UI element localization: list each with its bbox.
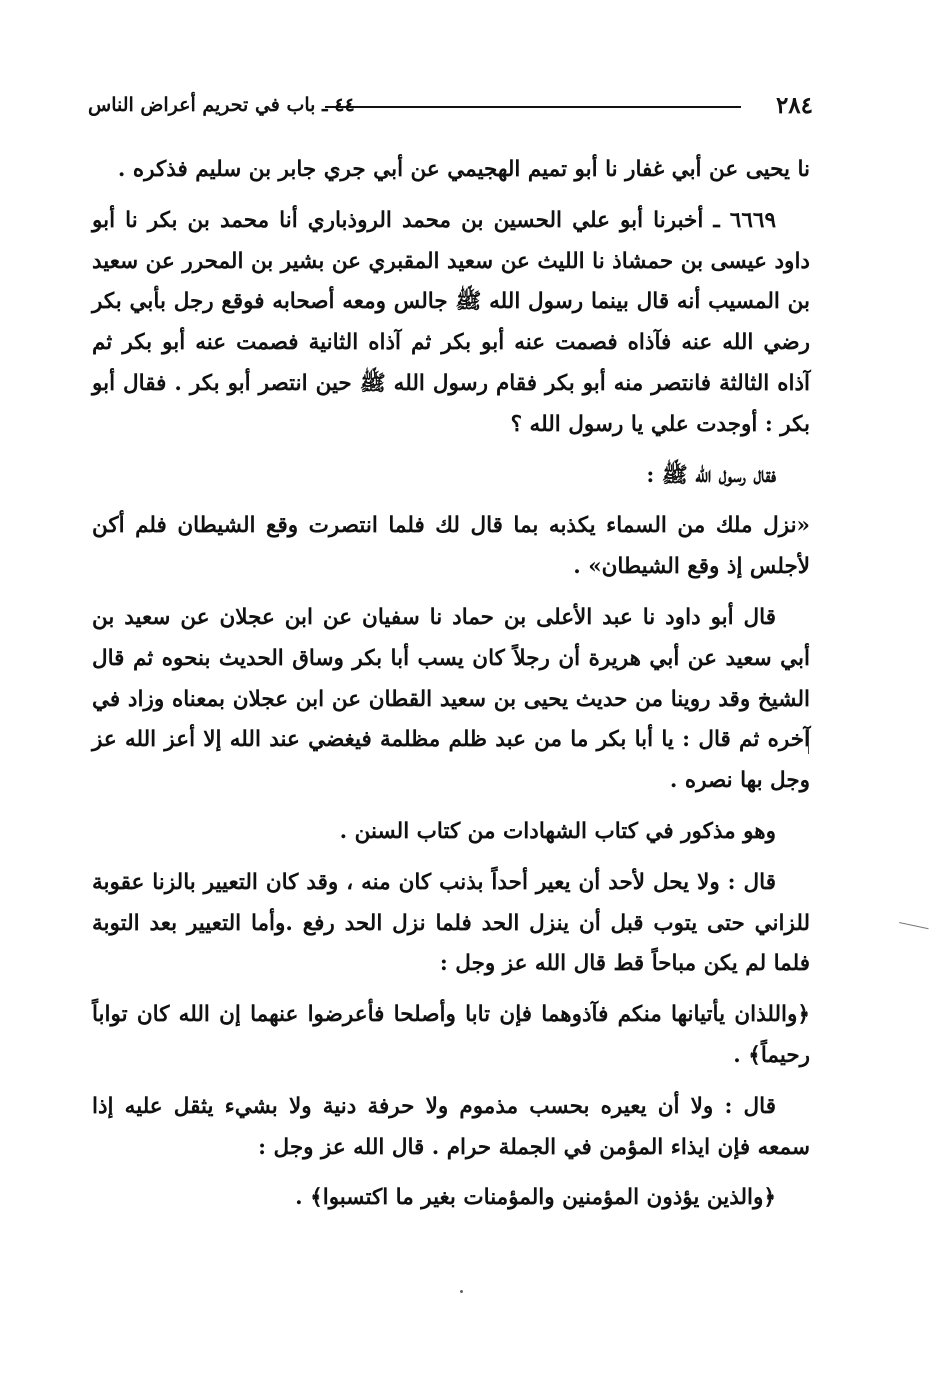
paragraph-taayir: قال : ولا يحل لأحد أن يعير أحداً بذنب كان منه ، وقد كان التعيير بالزنا عقوبة للزاني حتى يتوب قبل أن ينزل الحد فلما نزل الحد رفع .وأما التعيير بعد التوبة فلما لم يكن مباحاً قط قال الله عز وجل : bbox=[92, 869, 810, 977]
paragraph-continuation: نا يحيى عن أبي غفار نا أبو تميم الهجيمي عن أبي جري جابر بن سليم فذكره . bbox=[117, 157, 810, 182]
page-header bbox=[88, 92, 813, 126]
margin-mark bbox=[808, 728, 809, 754]
scan-dot bbox=[460, 1290, 463, 1293]
page-number: ٢٨٤ bbox=[775, 92, 813, 119]
page-body bbox=[92, 150, 810, 1229]
quran-verse-2: ﴿والذين يؤذون المؤمنين والمؤمنات بغير ما اكتسبوا﴾ . bbox=[295, 1185, 776, 1211]
paragraph-reference: وهو مذكور في كتاب الشهادات من كتاب السنن . bbox=[339, 818, 776, 844]
header-rule bbox=[325, 106, 741, 108]
paragraph-hasab: قال : ولا أن يعيره بحسب مذموم ولا حرفة دنية ولا بشيء يثقل عليه إذا سمعه فإن ايذاء المؤمن في الجملة حرام . قال الله عز وجل : bbox=[92, 1093, 810, 1160]
paragraph-prophet-said: فقال رسول الله ﷺ : bbox=[646, 462, 776, 488]
chapter-title: ٤٤ ـ باب في تحريم أعراض الناس bbox=[88, 94, 355, 116]
hadith-quote: «نزل ملك من السماء يكذبه بما قال لك فلما انتصرت وقع الشيطان فلم أكن لأجلس إذ وقع الشيطان» . bbox=[92, 513, 810, 580]
paragraph-abu-dawud: قال أبو داود نا عبد الأعلى بن حماد نا سفيان عن ابن عجلان عن سعيد بن أبي سعيد عن أبي هريرة أن رجلاً كان يسب أبا بكر وساق الحديث بنحوه ثم قال الشيخ وقد روينا من حديث يحيى بن سعيد القطان عن ابن عجلان بمعناه وزاد في آخره ثم قال : يا أبا بكر ما من عبد ظلم مظلمة فيغضي عند الله إلا أعز الله عز وجل بها نصره . bbox=[92, 604, 810, 794]
quran-verse-1: ﴿واللذان يأتيانها منكم فآذوهما فإن تابا وأصلحا فأعرضوا عنهما إن الله كان تواباً رحيماً﴾ . bbox=[92, 1002, 810, 1068]
scan-artifact bbox=[897, 922, 928, 937]
hadith-6669: ٦٦٦٩ ـ أخبرنا أبو علي الحسين بن محمد الروذباري أنا محمد بن بكر نا أبو داود عيسى بن حمشاذ نا الليث عن سعيد المقبري عن بشير بن المحرر عن سعيد بن المسيب أنه قال بينما رسول الله ﷺ جالس ومعه أصحابه فوقع رجل بأبي بكر رضي الله عنه فآذاه فصمت عنه أبو بكر ثم آذاه الثانية فصمت عنه أبو بكر ثم آذاه الثالثة فانتصر منه أبو بكر فقام رسول الله ﷺ حين انتصر أبو بكر . فقال أبو بكر : أوجدت علي يا رسول الله ؟ bbox=[92, 207, 810, 437]
